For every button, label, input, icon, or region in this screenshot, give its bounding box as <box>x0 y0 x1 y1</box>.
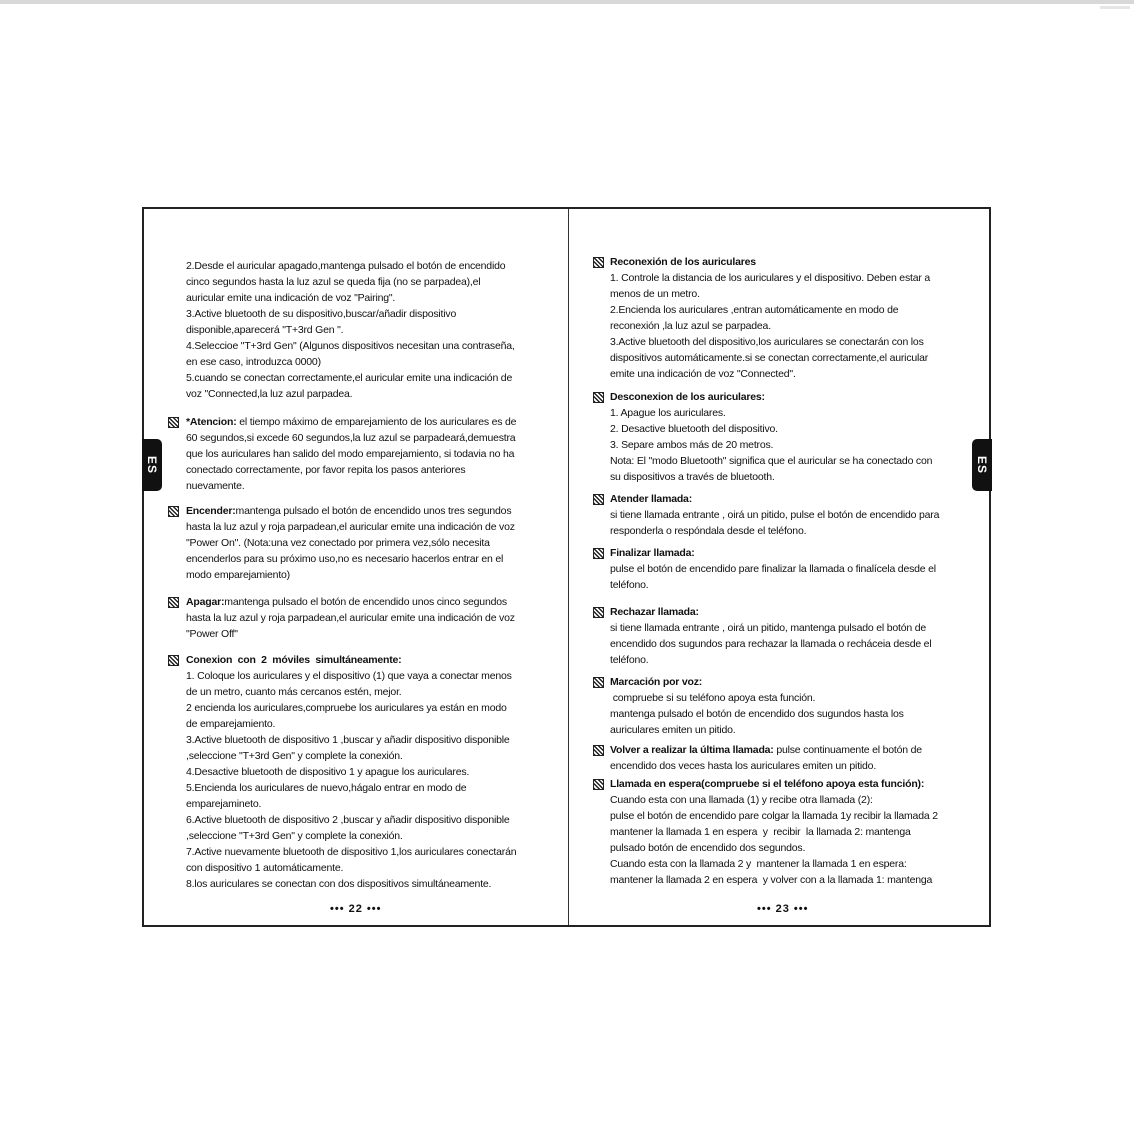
section-line: 7.Active nuevamente bluetooth de dispositivo 1,los auriculares conectarán <box>186 846 517 858</box>
section-finalizar-llamada <box>610 545 936 593</box>
intro-line: 4.Seleccioe "T+3rd Gen" (Algunos dispositivos necesitan una contraseña, <box>186 340 515 352</box>
section-line: 2 encienda los auriculares,compruebe los auriculares ya están en modo <box>186 702 507 714</box>
section-line: Cuando esta con una llamada (1) y recibe otra llamada (2): <box>610 794 873 806</box>
section-line: 1. Controle la distancia de los auriculares y el dispositivo. Deben estar a <box>610 272 931 284</box>
section-bullet-icon <box>593 548 604 559</box>
section-line: mantenga pulsado el botón de encendido dos sugundos hasta los <box>610 708 904 720</box>
intro-line: disponible,aparecerá "T+3rd Gen ". <box>186 324 344 336</box>
section-desconexion <box>610 389 932 485</box>
section-line: 1. Apague los auriculares. <box>610 407 726 419</box>
section-reconexion <box>610 254 930 382</box>
section-title: Llamada en espera(compruebe si el teléfono apoya esta función): <box>610 778 925 790</box>
section-line: nuevamente. <box>186 480 245 492</box>
section-bullet-icon <box>593 779 604 790</box>
section-line: teléfono. <box>610 579 649 591</box>
section-line: "Power Off" <box>186 628 238 640</box>
section-title: Marcación por voz: <box>610 676 703 688</box>
section-line: compruebe si su teléfono apoya esta función. <box>610 692 816 704</box>
section-conexion-dos-moviles <box>186 652 516 892</box>
section-line: si tiene llamada entrante , oirá un pitido, pulse el botón de encendido para <box>610 509 940 521</box>
section-line: 4.Desactive bluetooth de dispositivo 1 y apague los auriculares. <box>186 766 470 778</box>
section-line: de emparejamiento. <box>186 718 276 730</box>
section-line: hasta la luz azul y roja parpadean,el auricular emite una indicación de voz <box>186 521 515 533</box>
section-bullet-icon <box>593 607 604 618</box>
section-atencion <box>186 414 516 494</box>
section-line: 2.Encienda los auriculares ,entran automáticamente en modo de <box>610 304 899 316</box>
section-line: responderla o respóndala desde el teléfono. <box>610 525 807 537</box>
language-tab <box>142 439 162 491</box>
section-line: emite una indicación de voz "Connected". <box>610 368 796 380</box>
section-title: Apagar: <box>186 596 225 608</box>
section-line: de un metro, cuanto más cercanos estén, mejor. <box>186 686 402 698</box>
section-line: auriculares emiten un pitido. <box>610 724 736 736</box>
intro-line: en ese caso, introduzca 0000) <box>186 356 321 368</box>
section-line: pulse el botón de encendido pare finalizar la llamada o finalícela desde el <box>610 563 936 575</box>
section-bullet-icon <box>168 655 179 666</box>
section-bullet-icon <box>168 597 179 608</box>
section-line: conectado correctamente, por favor repita los pasos anteriores <box>186 464 466 476</box>
scan-top-edge-mark <box>1100 6 1130 9</box>
section-line: si tiene llamada entrante , oirá un pitido, mantenga pulsado el botón de <box>610 622 926 634</box>
section-bullet-icon <box>593 677 604 688</box>
section-line: pulsado botón de encendido dos segundos. <box>610 842 806 854</box>
section-line: mantener la llamada 1 en espera y recibir la llamada 2: mantenga <box>610 826 911 838</box>
section-line: Cuando esta con la llamada 2 y mantener la llamada 1 en espera: <box>610 858 907 870</box>
section-line: dispositivos automáticamente.si se conectan correctamente,el auricular <box>610 352 929 364</box>
section-bullet-icon <box>168 506 179 517</box>
section-line: menos de un metro. <box>610 288 700 300</box>
manual-spread <box>142 207 991 927</box>
section-bullet-icon <box>168 417 179 428</box>
language-tab-label: ES <box>144 455 159 475</box>
language-tab <box>972 439 992 491</box>
section-atender-llamada <box>610 491 939 539</box>
intro-line: voz "Connected,la luz azul parpadea. <box>186 388 353 400</box>
section-line: modo emparejamiento) <box>186 569 290 581</box>
section-line: 8.los auriculares se conectan con dos dispositivos simultáneamente. <box>186 878 492 890</box>
section-line: 1. Coloque los auriculares y el dispositivo (1) que vaya a conectar menos <box>186 670 512 682</box>
section-line: ,seleccione "T+3rd Gen" y complete la conexión. <box>186 830 403 842</box>
section-bullet-icon <box>593 257 604 268</box>
section-line: pulse continuamente el botón de <box>773 744 922 756</box>
section-title: Volver a realizar la última llamada: <box>610 744 774 756</box>
section-line: que los auriculares han salido del modo emparejamiento, si todavia no ha <box>186 448 515 460</box>
section-marcacion-voz <box>610 674 904 738</box>
section-line: 5.Encienda los auriculares de nuevo,hágalo entrar en modo de <box>186 782 467 794</box>
section-line: encenderlos para su próximo uso,no es necesario hacerlos entrar en el <box>186 553 504 565</box>
intro-line: 2.Desde el auricular apagado,mantenga pulsado el botón de encendido <box>186 260 506 272</box>
section-line: ,seleccione "T+3rd Gen" y complete la conexión. <box>186 750 403 762</box>
section-line: 6.Active bluetooth de dispositivo 2 ,buscar y añadir dispositivo disponible <box>186 814 510 826</box>
section-title: Encender: <box>186 505 236 517</box>
section-line: 2. Desactive bluetooth del dispositivo. <box>610 423 778 435</box>
section-title: Finalizar llamada: <box>610 547 695 559</box>
section-line: Nota: El "modo Bluetooth" significa que el auricular se ha conectado con <box>610 455 933 467</box>
section-llamada-espera <box>610 776 938 888</box>
section-line: 3.Active bluetooth de dispositivo 1 ,buscar y añadir dispositivo disponible <box>186 734 510 746</box>
section-line: mantener la llamada 2 en espera y volver con a la llamada 1: mantenga <box>610 874 933 886</box>
section-line: 3.Active bluetooth del dispositivo,los auriculares se conectarán con los <box>610 336 924 348</box>
intro-line: 3.Active bluetooth de su dispositivo,buscar/añadir dispositivo <box>186 308 457 320</box>
section-title: Desconexion de los auriculares: <box>610 391 765 403</box>
section-line: emparejamineto. <box>186 798 262 810</box>
section-title: *Atencion: <box>186 416 237 428</box>
section-line: con dispositivo 1 automáticamente. <box>186 862 344 874</box>
section-title: Atender llamada: <box>610 493 692 505</box>
section-volver-llamar <box>610 742 922 774</box>
section-line: su dispositivos a través de bluetooth. <box>610 471 775 483</box>
intro-line: cinco segundos hasta la luz azul se queda fija (no se parpadea),el <box>186 276 481 288</box>
page-number: ••• 22 ••• <box>330 903 382 915</box>
section-bullet-icon <box>593 392 604 403</box>
page-22 <box>144 209 568 925</box>
intro-line: 5.cuando se conectan correctamente,el auricular emite una indicación de <box>186 372 513 384</box>
section-title: Reconexión de los auriculares <box>610 256 756 268</box>
intro-steps <box>186 258 515 402</box>
page-23 <box>569 209 989 925</box>
section-line: pulse el botón de encendido pare colgar la llamada 1y recibir la llamada 2 <box>610 810 938 822</box>
section-title: Rechazar llamada: <box>610 606 699 618</box>
section-line: teléfono. <box>610 654 649 666</box>
section-line: mantenga pulsado el botón de encendido unos cinco segundos <box>224 596 507 608</box>
page-number: ••• 23 ••• <box>757 903 809 915</box>
section-line: mantenga pulsado el botón de encendido unos tres segundos <box>235 505 512 517</box>
section-line: encendido dos sugundos para rechazar la llamada o recháceia desde el <box>610 638 932 650</box>
section-line: 3. Separe ambos más de 20 metros. <box>610 439 774 451</box>
language-tab-label: ES <box>974 455 989 475</box>
section-encender <box>186 503 515 583</box>
section-rechazar-llamada <box>610 604 931 668</box>
section-line: encendido dos veces hasta los auriculares emiten un pitido. <box>610 760 877 772</box>
intro-line: auricular emite una indicación de voz "Pairing". <box>186 292 396 304</box>
section-apagar <box>186 594 515 642</box>
scan-top-edge <box>0 0 1134 4</box>
section-bullet-icon <box>593 745 604 756</box>
section-line: "Power On". (Nota:una vez conectado por primera vez,sólo necesita <box>186 537 490 549</box>
section-line: el tiempo máximo de emparejamiento de los auriculares es de <box>236 416 517 428</box>
section-title: Conexion con 2 móviles simultáneamente: <box>186 654 402 666</box>
section-line: hasta la luz azul y roja parpadean,el auricular emite una indicación de voz <box>186 612 515 624</box>
section-bullet-icon <box>593 494 604 505</box>
section-line: reconexión ,la luz azul se parpadea. <box>610 320 771 332</box>
section-line: 60 segundos,si excede 60 segundos,la luz azul se parpadeará,demuestra <box>186 432 516 444</box>
